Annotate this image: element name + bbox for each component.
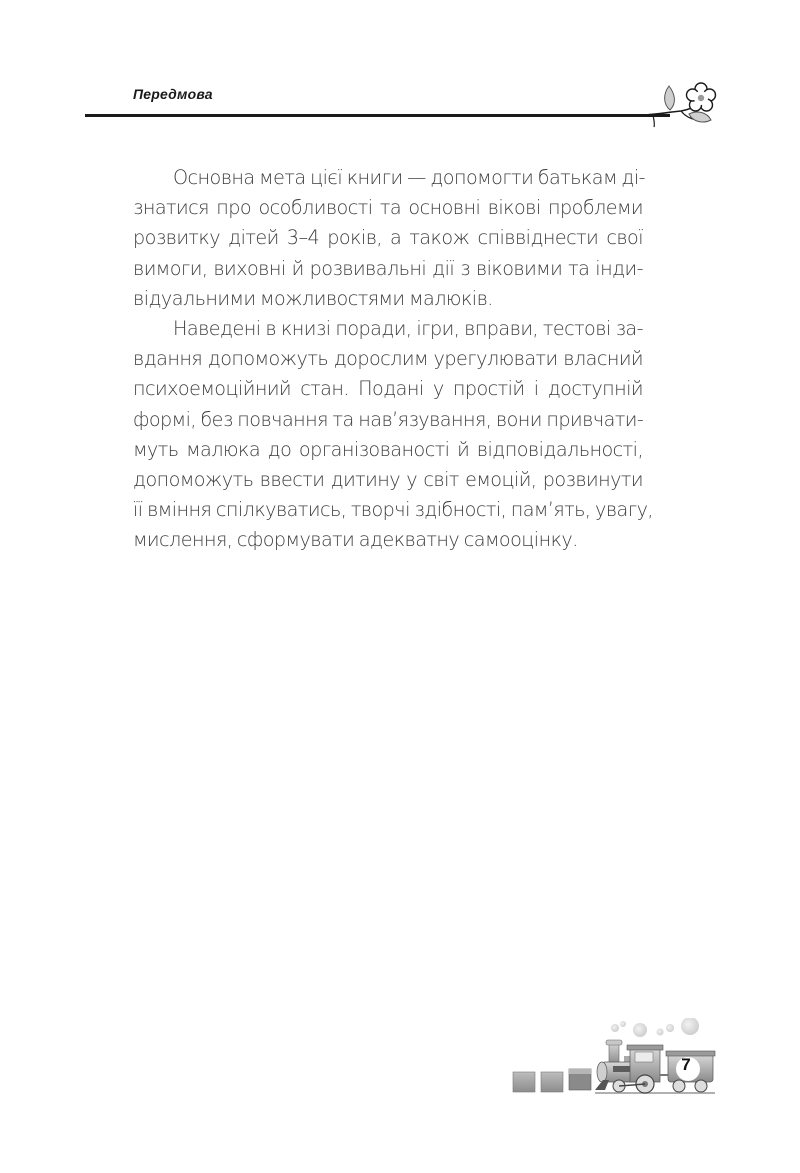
- text-line: муть малюка до організованості й відповідальності,: [133, 437, 643, 461]
- text-line: розвитку дітей 3–4 років, а також співвіднести свої: [133, 226, 643, 250]
- text-line: відуальними можливостями малюків.: [133, 286, 493, 310]
- text-line: її вміння спілкуватись, творчі здібності, пам’ять, увагу,: [133, 498, 653, 522]
- flower-branch-icon: [645, 76, 717, 136]
- text-line: мислення, сформувати адекватну самооцінку.: [133, 528, 578, 552]
- header-rule: [85, 114, 670, 117]
- text-line: формі, без повчання та нав’язування, вони привчати-: [133, 407, 644, 431]
- text-line: психоемоційний стан. Подані у простій і доступній: [133, 377, 643, 401]
- text-line: Основна мета цієї книги — допомогти батькам ді-: [173, 166, 646, 189]
- text-line: Наведені в книзі поради, ігри, вправи, тестові за-: [173, 317, 643, 341]
- paragraph-2: [133, 314, 653, 556]
- page-number: 7: [681, 1055, 691, 1074]
- text-line: вимоги, виховні й розвивальні дії з віковими та інди-: [133, 256, 643, 280]
- running-title: Передмова: [133, 86, 213, 102]
- text-line: вдання допоможуть дорослим урегулювати власний: [133, 347, 643, 371]
- text-line: допоможуть ввести дитину у світ емоцій, розвинути: [133, 468, 643, 492]
- body-text: [133, 163, 653, 556]
- text-line: знатися про особливості та основні вікові проблеми: [133, 196, 643, 220]
- paragraph-1: [133, 163, 646, 314]
